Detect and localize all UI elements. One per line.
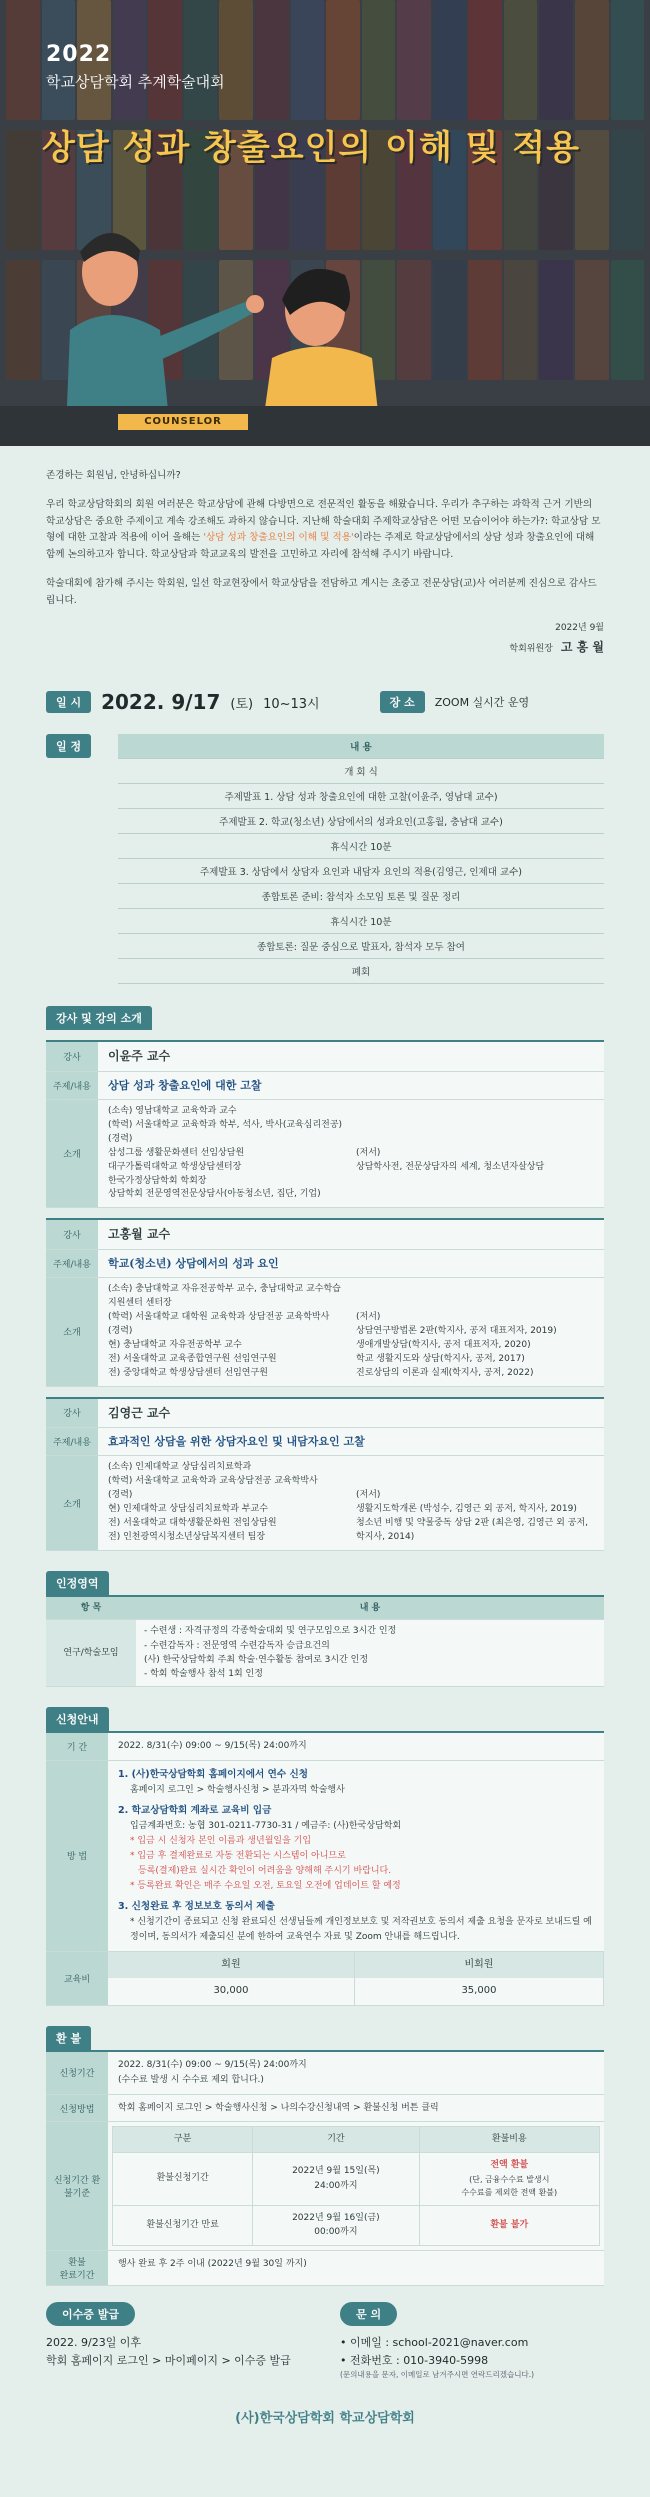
signer-name: 고 홍 월 bbox=[560, 640, 604, 655]
app-step-3-note: * 신청기간이 종료되고 신청 완료되신 선생님들께 개인정보보호 및 저작권보호 동의서 제출 요청을 문자로 보내드릴 예정이며, 동의서가 제출되신 분에 한하여 교육연수 자료 및 Zoom 안내를 해드립니다. bbox=[130, 1917, 592, 1943]
application-section bbox=[46, 1707, 604, 2006]
letter-p1-highlight: '상담 성과 창출요인의 이해 및 적용' bbox=[203, 532, 354, 544]
accred-col-item: 항 목 bbox=[46, 1596, 136, 1620]
fee-non-label: 비회원 bbox=[354, 1952, 603, 1979]
refund-section bbox=[46, 2026, 604, 2286]
refund-method-label: 신청방법 bbox=[46, 2095, 108, 2122]
greeting-letter bbox=[0, 446, 650, 672]
intro-label: 소개 bbox=[46, 1278, 98, 1386]
letter-paragraph-2: 학술대회에 참가해 주시는 학회원, 일선 학교현장에서 학교상담을 전담하고 계시는 초중고 전문상담(교)사 여러분께 진심으로 감사드립니다. bbox=[46, 577, 597, 606]
speaker-card bbox=[46, 1397, 604, 1551]
fee-label: 교육비 bbox=[46, 1952, 108, 2005]
letter-p1-text: 우리 학교상담학회의 회원 여러분은 학교상담에 관해 다방면으로 전문적인 활동을 해왔습니다. 우리가 추구하는 과학적 근거 기반의 학교상담은 중요한 주제이고 계속 강조해도 과하지 않습니다. 지난해 학술대회 주제학교상담은 어떤 모습이어야 하는가?: 학교상담 모형에 대한 고찰과 적용에 이어 올해는 bbox=[46, 498, 601, 544]
app-period-label: 기 간 bbox=[46, 1733, 108, 1760]
accreditation-section bbox=[46, 1571, 604, 1687]
refund-done-label: 환불 완료기간 bbox=[46, 2251, 108, 2285]
fee-table bbox=[108, 1952, 604, 2005]
refund-col-period: 기간 bbox=[253, 2127, 419, 2153]
app-step-3: 3. 신청완료 후 정보보호 동의서 제출 bbox=[118, 1901, 275, 1913]
app-period: 2022. 8/31(수) 09:00 ~ 9/15(목) 24:00까지 bbox=[108, 1733, 604, 1760]
speaker-card bbox=[46, 1218, 604, 1386]
refund-col-fee: 환불비용 bbox=[419, 2127, 599, 2153]
counseling-illustration bbox=[0, 0, 650, 446]
refund-r1-period: 2022년 9월 15일(목) 24:00까지 bbox=[253, 2153, 419, 2205]
refund-period: 2022. 8/31(수) 09:00 ~ 9/15(목) 24:00까지 bbox=[118, 2059, 307, 2070]
refund-r1-fee: 전액 환불 bbox=[490, 2160, 529, 2171]
contact-block bbox=[340, 2302, 604, 2381]
application-tag: 신청안내 bbox=[46, 1707, 109, 1731]
schedule-row: 개 회 식 bbox=[118, 759, 604, 784]
app-step-1-path: 홈페이지 로그인 > 학술행사신청 > 분과자먹 학술행사 bbox=[130, 1784, 345, 1795]
hero-year: 2022 bbox=[46, 42, 112, 67]
place-tag: 장 소 bbox=[380, 691, 425, 713]
contact-note: (문의내용을 문자, 이메일로 남겨주시면 연락드리겠습니다.) bbox=[340, 2370, 535, 2380]
app-step-2: 2. 학교상담학회 계좌로 교육비 입금 bbox=[118, 1805, 272, 1817]
refund-method: 학회 홈페이지 로그인 > 학술행사신청 > 나의수강신청내역 > 환불신청 버튼 클릭 bbox=[108, 2095, 604, 2122]
schedule-row: 주제발표 1. 상담 성과 창출요인에 대한 고찰(이윤주, 영남대 교수) bbox=[118, 784, 604, 809]
letter-p1-end: 이라는 주제로 학교상담에서의 상담 성과 창출요인에 대해 함께 논의하고자 합니다. 학교상담과 학교교육의 발전을 고민하고 자리에 참석해 주시기 바랍니다. bbox=[46, 532, 595, 561]
schedule-header: 내 용 bbox=[118, 734, 604, 759]
accred-content: - 수련생 : 자격규정의 각종학술대회 및 연구모임으로 3시간 인정 - 수련감독자 : 전문영역 수련감독자 승급요건의 (사) 한국상담학회 주최 학술·연수활동 참여로 3시간 인정 - 학회 학술행사 참석 1회 인정 bbox=[136, 1620, 604, 1687]
accred-label: 연구/학술모임 bbox=[46, 1620, 136, 1687]
refund-table bbox=[112, 2126, 600, 2246]
refund-criteria-label: 신청기간 환불기준 bbox=[46, 2122, 108, 2250]
letter-greeting: 존경하는 회원님, 안녕하십니까? bbox=[46, 470, 181, 481]
event-day: (토) bbox=[230, 696, 254, 712]
topic-label: 주제/내용 bbox=[46, 1072, 98, 1099]
topic-label: 주제/내용 bbox=[46, 1428, 98, 1455]
speakers-section bbox=[46, 1006, 604, 1551]
schedule-row: 휴식시간 10분 bbox=[118, 834, 604, 859]
schedule-row: 주제발표 2. 학교(청소년) 상담에서의 성과요인(고홍월, 충남대 교수) bbox=[118, 809, 604, 834]
accred-col-content: 내 용 bbox=[136, 1596, 604, 1620]
hero-title: 상담 성과 창출요인의 이해 및 적용 bbox=[42, 128, 580, 168]
intro-label: 소개 bbox=[46, 1100, 98, 1208]
app-note-3: 등록(결제)완료 실시간 확인이 어려움을 양해해 주시기 바랍니다. bbox=[138, 1865, 392, 1876]
counselor-sign: COUNSELOR bbox=[118, 414, 248, 430]
schedule-tag: 일 정 bbox=[46, 734, 91, 758]
accred-tag: 인정영역 bbox=[46, 1571, 109, 1595]
organization-name: (사)한국상담학회 학교상담학회 bbox=[235, 2411, 415, 2427]
app-note-4: * 등록완료 확인은 매주 수요일 오전, 토요일 오전에 업데이트 할 예정 bbox=[130, 1880, 401, 1891]
signer-title: 학회위원장 bbox=[509, 644, 553, 655]
event-time: 10~13시 bbox=[263, 696, 320, 712]
contact-tag: 문 의 bbox=[340, 2302, 397, 2326]
hero-banner bbox=[0, 0, 650, 446]
speaker-topic: 효과적인 상담을 위한 상담자요인 및 내담자요인 고찰 bbox=[98, 1428, 604, 1455]
refund-r2-period: 2022년 9월 16일(금) 00:00까지 bbox=[253, 2205, 419, 2246]
cert-tag: 이수증 발급 bbox=[46, 2302, 135, 2326]
schedule-row: 종합토론 준비: 참석자 소모임 토론 및 질문 정리 bbox=[118, 884, 604, 909]
app-step-1: 1. (사)한국상담학회 홈페이지에서 연수 신청 bbox=[118, 1768, 308, 1780]
footer bbox=[46, 2302, 604, 2381]
hero-subtitle: 학교상담학회 추계학술대회 bbox=[46, 73, 225, 91]
app-note-2: * 입금 후 결제완료로 자동 전환되는 시스템이 아니므로 bbox=[130, 1850, 346, 1861]
speaker-label: 강사 bbox=[46, 1399, 98, 1428]
schedule-row: 폐회 bbox=[118, 959, 604, 984]
event-date: 2022. 9/17 bbox=[101, 690, 221, 715]
speaker-bio: (소속) 충남대학교 자유전공학부 교수, 충남대학교 교수학습지원센터 센터장 (학력) 서울대학교 대학원 교육학과 상담전공 교육학박사 (경력) 현) 충남대학교 자유전공학부 교수 전) 서울대학교 교육종합연구원 선임연구원 전) 중앙대학교 학생상담센터 선임연구원 bbox=[108, 1284, 341, 1378]
letter-date: 2022년 9월 bbox=[555, 623, 604, 634]
speaker-name: 김영근 교수 bbox=[98, 1399, 604, 1428]
cert-date: 2022. 9/23일 이후 bbox=[46, 2336, 142, 2350]
event-place: ZOOM 실시간 운영 bbox=[434, 696, 530, 710]
accred-table bbox=[46, 1595, 604, 1687]
speaker-label: 강사 bbox=[46, 1220, 98, 1249]
fee-member-label: 회원 bbox=[108, 1952, 354, 1979]
schedule-table bbox=[118, 734, 604, 984]
speaker-bio: (소속) 인제대학교 상담심리치료학과 (학력) 서울대학교 교육학과 교육상담전공 교육학박사 (경력) 현) 인제대학교 상담심리치료학과 부교수 전) 서울대학교 대학생활문화원 전임상담원 전) 인천광역시청소년상담복지센터 팀장 bbox=[108, 1462, 318, 1542]
date-tag: 일 시 bbox=[46, 691, 91, 713]
letter-signature bbox=[46, 621, 604, 658]
speaker-books: (저서) 상담학사전, 전문상담자의 세계, 청소년자살상담 bbox=[356, 1147, 545, 1172]
app-method-label: 방 법 bbox=[46, 1761, 108, 1951]
contact-phone[interactable]: • 전화번호 : 010-3940-5998 bbox=[340, 2353, 489, 2367]
speaker-topic: 상담 성과 창출요인에 대한 고찰 bbox=[98, 1072, 604, 1099]
speaker-card bbox=[46, 1040, 604, 1208]
refund-period-note: (수수료 발생 시 수수료 제외 합니다.) bbox=[118, 2074, 264, 2085]
certificate-block bbox=[46, 2302, 310, 2381]
app-note-1: * 입금 시 신청자 본인 이름과 생년월일을 기입 bbox=[130, 1836, 312, 1847]
refund-period-label: 신청기간 bbox=[46, 2052, 108, 2094]
speaker-topic: 학교(청소년) 상담에서의 성과 요인 bbox=[98, 1250, 604, 1277]
speaker-name: 고홍월 교수 bbox=[98, 1220, 604, 1249]
app-method bbox=[108, 1761, 604, 1951]
speaker-bio: (소속) 영남대학교 교육학과 교수 (학력) 서울대학교 교육학과 학부, 석사, 박사(교육심리전공) (경력) 삼성그룹 생활문화센터 선임상담원 대구가톨릭대학교 학생상담센터장 한국가정상담학회 학회장 상담학회 전문영역전문상담사(아동청소년, 집단, 기업) bbox=[108, 1105, 343, 1200]
cert-path: 학회 홈페이지 로그인 > 마이페이지 > 이수증 발급 bbox=[46, 2353, 291, 2367]
refund-done: 행사 완료 후 2주 이내 (2022년 9월 30일 까지) bbox=[108, 2251, 604, 2285]
speaker-label: 강사 bbox=[46, 1042, 98, 1071]
intro-label: 소개 bbox=[46, 1456, 98, 1550]
speaker-books: (저서) 상담연구방법론 2판(학지사, 공저 대표저자, 2019) 생애개발상담(학지사, 공저 대표저자, 2020) 학교 생활지도와 상담(학지사, 공저, 2017) 진로상담의 이론과 실제(학지사, 공저, 2022) bbox=[356, 1311, 557, 1378]
speaker-books: (저서) 생활지도학개론 (박성수, 김영근 외 공저, 학지사, 2019) 청소년 비행 및 약물중독 상담 2판 (최은영, 김영근 외 공저, 학지사, 2014) bbox=[356, 1490, 588, 1542]
topic-label: 주제/내용 bbox=[46, 1250, 98, 1277]
fee-non: 35,000 bbox=[354, 1978, 603, 2005]
schedule-row: 휴식시간 10분 bbox=[118, 909, 604, 934]
fee-member: 30,000 bbox=[108, 1978, 354, 2005]
event-datebar bbox=[46, 682, 604, 722]
contact-email[interactable]: • 이메일 : school-2021@naver.com bbox=[340, 2336, 529, 2350]
refund-col-div: 구분 bbox=[113, 2127, 253, 2153]
refund-r1-div: 환불신청기간 bbox=[113, 2153, 253, 2205]
app-account: 입금계좌번호: 농협 301-0211-7730-31 / 예금주: (사)한국상담학회 bbox=[130, 1821, 402, 1832]
schedule-row: 종합토론: 질문 중심으로 발표자, 참석자 모두 참여 bbox=[118, 934, 604, 959]
schedule-section bbox=[46, 734, 604, 984]
schedule-row: 주제발표 3. 상담에서 상담자 요인과 내담자 요인의 적용(김영근, 인제대 교수) bbox=[118, 859, 604, 884]
speakers-tag: 강사 및 강의 소개 bbox=[46, 1006, 152, 1030]
letter-paragraph-1 bbox=[46, 497, 604, 564]
refund-r1-note: (단, 금융수수료 발생시 수수료를 제외한 전액 환불) bbox=[461, 2175, 558, 2198]
refund-r2-fee: 환불 불가 bbox=[419, 2205, 599, 2246]
refund-tag: 환 불 bbox=[46, 2026, 91, 2050]
refund-r2-div: 환불신청기간 만료 bbox=[113, 2205, 253, 2246]
speaker-name: 이윤주 교수 bbox=[98, 1042, 604, 1071]
